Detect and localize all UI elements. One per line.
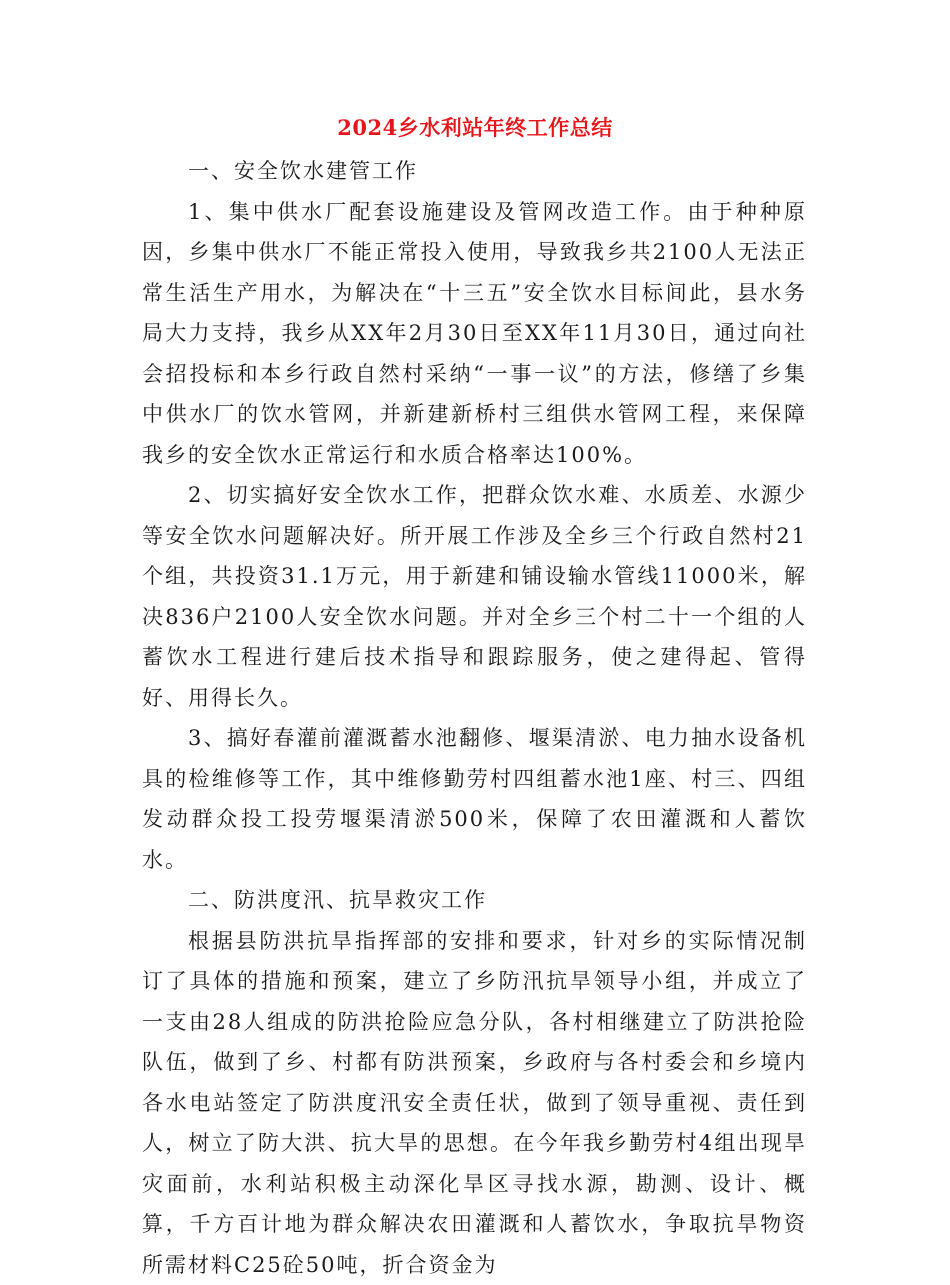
paragraph-flood-drought-measures: 根据县防洪抗旱指挥部的安排和要求，针对乡的实际情况制订了具体的措施和预案，建立了乡防汛抗旱领导小组，并成立了一支由28人组成的防洪抢险应急分队，各村相继建立了防洪抢险队伍，做到了乡、村都有防洪预案，乡政府与各村委会和乡境内各水电站签定了防洪度汛安全责任状，做到了领导重视、责任到人，树立了防大洪、抗大旱的思想。在今年我乡勤劳村4组出现旱灾面前，水利站积极主动深化旱区寻找水源，勘测、设计、概算，千方百计地为群众解决农田灌溉和人蓄饮水，争取抗旱物资所需材料C25砼50吨，折合资金为: [142, 921, 807, 1285]
paragraph-water-plant-construction: 1、集中供水厂配套设施建设及管网改造工作。由于种种原因，乡集中供水厂不能正常投入使用，导致我乡共2100人无法正常生活生产用水，为解决在“十三五”安全饮水目标间此，县水务局大力支持，我乡从XX年2月30日至XX年11月30日，通过向社会招投标和本乡行政自然村采纳“一事一议”的方法，修缮了乡集中供水厂的饮水管网，并新建新桥村三组供水管网工程，来保障我乡的安全饮水正常运行和水质合格率达100%。: [142, 192, 807, 476]
document-title: 2024乡水利站年终工作总结: [0, 114, 950, 142]
section-heading-safe-drinking-water: 一、安全饮水建管工作: [142, 151, 807, 192]
section-heading-flood-drought: 二、防洪度汛、抗旱救灾工作: [142, 880, 807, 921]
paragraph-drinking-water-work: 2、切实搞好安全饮水工作，把群众饮水难、水质差、水源少等安全饮水问题解决好。所开展工作涉及全乡三个行政自然村21个组，共投资31.1万元，用于新建和铺设输水管线11000米，解决836户2100人安全饮水问题。并对全乡三个村二十一个组的人蓄饮水工程进行建后技术指导和跟踪服务，使之建得起、管得好、用得长久。: [142, 475, 807, 718]
paragraph-spring-irrigation: 3、搞好春灌前灌溉蓄水池翻修、堰渠清淤、电力抽水设备机具的检维修等工作，其中维修勤劳村四组蓄水池1座、村三、四组发动群众投工投劳堰渠清淤500米，保障了农田灌溉和人蓄饮水。: [142, 718, 807, 880]
document-body: [142, 151, 807, 1285]
